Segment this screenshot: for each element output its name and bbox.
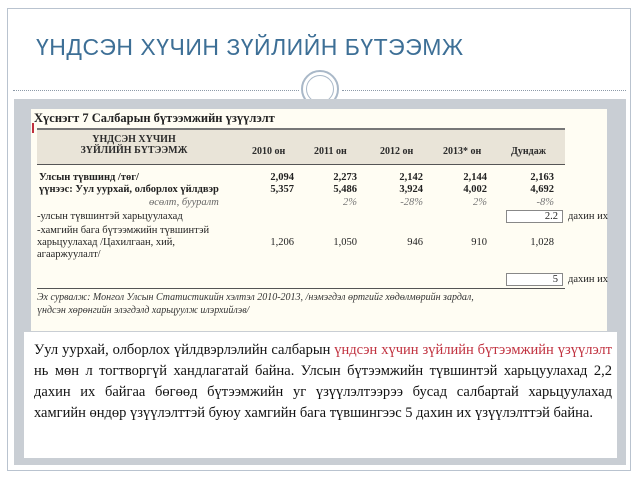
header-bottom-line — [37, 164, 565, 165]
ratio-national-box: 2.2 — [506, 210, 563, 223]
row-vs-lowest-label-1: -хамгийн бага бүтээмжийн түвшинтэй — [37, 225, 210, 236]
ratio-lowest-box: 5 — [506, 273, 563, 286]
ratio-national-note: дахин их — [568, 211, 608, 222]
cell: 1,028 — [530, 237, 554, 248]
header-col-2013: 2013* он — [443, 146, 482, 157]
body-paragraph — [34, 340, 612, 424]
row-vs-national-label: -улсын түвшинтэй харьцуулахад — [37, 211, 183, 222]
cell: 946 — [407, 237, 423, 248]
row-national-label: Улсын түвшинд /төг/ — [39, 172, 139, 183]
divider-left — [13, 90, 299, 91]
productivity-table — [31, 109, 607, 331]
divider-right — [342, 90, 626, 91]
source-line-1: Эх сурвалж: Монгол Улсын Статистикийн хэлтэл 2010-2013, /нэмэгдэл өртгийг хөдөлмөрийн зардал, — [37, 292, 474, 303]
table-caption: Хүснэгт 7 Салбарын бүтээмжийн үзүүлэлт — [34, 111, 275, 125]
paragraph-highlight: үндсэн хүчин зүйлийн бүтээмжийн үзүүлэлт — [334, 342, 612, 358]
table-bottom-line — [37, 288, 565, 289]
paragraph-part-1: Уул уурхай, олборлох үйлдвэрлэлийн салбарын — [34, 342, 335, 358]
cell: 1,050 — [333, 237, 357, 248]
cell: 2% — [343, 197, 357, 208]
header-col-2010: 2010 он — [252, 146, 286, 157]
cell: 2,163 — [530, 172, 554, 183]
cell: 2,142 — [399, 172, 423, 183]
row-growth-label: өсөлт, бууралт — [149, 197, 219, 208]
cell: 4,002 — [463, 184, 487, 195]
cell: 5,486 — [333, 184, 357, 195]
cell: 2,273 — [333, 172, 357, 183]
cell: 4,692 — [530, 184, 554, 195]
row-vs-lowest-label-2: харьцуулахад /Цахилгаан, хий, — [37, 237, 175, 248]
highlighted-sector: Цахилгаан, хий, — [103, 237, 175, 248]
cell: -28% — [400, 197, 423, 208]
slide-title: ҮНДСЭН ХҮЧИН ЗҮЙЛИЙН БҮТЭЭМЖ — [36, 34, 464, 60]
cell: 910 — [471, 237, 487, 248]
header-col-2012: 2012 он — [380, 146, 414, 157]
cell: -8% — [536, 197, 554, 208]
cell: 5,357 — [270, 184, 294, 195]
header-col-average: Дундаж — [511, 146, 546, 157]
row-vs-lowest-label-3: агааржуулалт/ — [37, 249, 101, 260]
cell: 2,144 — [463, 172, 487, 183]
row-mining-label: үүнээс: Уул уурхай, олборлох үйлдвэр — [39, 184, 219, 195]
table-source — [37, 291, 602, 317]
ratio-lowest-note: дахин их — [568, 274, 608, 285]
paragraph-part-2: нь мөн л тогтворгүй хандлагатай байна. Улсын бүтээмжийн түвшинтэй харьцуулахад 2,2 дахин их байгаа бөгөөд бүтээмжийн уг үзүүлэлтээрээ бусад салбартай харьцуулахад хамгийн өндөр үзүүлэлттэй буюу хамгийн бага түвшингээс 5 дахин их үзүүлэлттэй байна. — [34, 363, 612, 421]
cell: 1,206 — [270, 237, 294, 248]
source-line-2: үндсэн хөрөнгийн элэгдэлд харьцуулж илэрхийлэв/ — [37, 305, 250, 316]
cell: 2% — [473, 197, 487, 208]
cell: 2,094 — [270, 172, 294, 183]
header-col-2011: 2011 он — [314, 146, 347, 157]
header-label: ҮНДСЭН ХҮЧИН ЗҮЙЛИЙН БҮТЭЭМЖ — [80, 134, 188, 156]
cell: 3,924 — [399, 184, 423, 195]
